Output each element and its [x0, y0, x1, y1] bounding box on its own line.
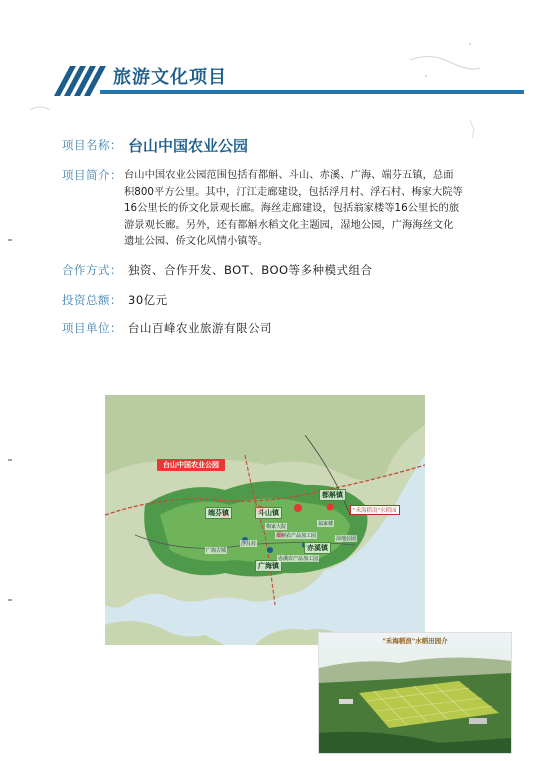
investment-label: 投资总额： — [62, 293, 122, 307]
map-town-duanfen: 端芬镇 — [205, 507, 232, 519]
intro-line: 积800平方公里。其中，汀江走廊建设，包括浮月村、浮石村、梅家大院等 — [124, 185, 463, 198]
unit-value: 台山百峰农业旅游有限公司 — [128, 321, 272, 335]
map-small-label: 梅家大院 — [266, 524, 287, 530]
intro-line: 16公里长的侨文化景观长廊。海丝走廊建设，包括翁家楼等16公里长的旅 — [124, 202, 460, 214]
map-small-label: 广海古城 — [206, 548, 227, 554]
map-tag-rice-park: "禾海稻浪"水稻园 — [350, 505, 400, 515]
unit-row — [62, 320, 272, 336]
photo-caption: "禾海稻浪"水稻田园介 — [382, 637, 448, 645]
unit-label: 项目单位： — [62, 321, 122, 335]
rice-field-graphic — [319, 633, 511, 753]
intro-line: 台山中国农业公园范围包括有都斛、斗山、赤溪、广海、端芬五镇，总面 — [124, 169, 454, 181]
project-intro-row — [62, 167, 512, 250]
cooperation-row — [62, 262, 373, 278]
park-map — [105, 395, 425, 645]
project-name-value: 台山中国农业公园 — [128, 137, 249, 155]
map-park-label: 台山中国农业公园 — [157, 459, 225, 471]
project-intro-label: 项目简介： — [62, 168, 122, 182]
investment-row — [62, 292, 168, 308]
map-small-label: 翁家楼 — [318, 521, 334, 527]
intro-line: 遗址公园、侨文化风情小镇等。 — [124, 235, 269, 247]
project-intro-text — [124, 167, 512, 250]
intro-line: 游景观长廊。另外，还有都斛水稻文化主题园，湿地公园，广海海丝文化 — [124, 218, 454, 231]
investment-value: 30亿元 — [128, 293, 168, 307]
map-town-doushan: 斗山镇 — [255, 507, 282, 519]
map-graphic — [105, 395, 425, 645]
map-town-guanghai: 广海镇 — [255, 560, 282, 572]
map-small-label: 浮月村 — [241, 541, 257, 547]
rice-field-photo — [318, 632, 512, 754]
header-rule — [100, 90, 524, 94]
map-small-label: 都斛农产品加工园 — [276, 533, 317, 539]
project-name-row — [62, 137, 248, 156]
page-title: 旅游文化项目 — [113, 67, 227, 88]
project-name-label: 项目名称： — [62, 138, 122, 152]
cooperation-label: 合作方式： — [62, 263, 122, 277]
map-town-doushu: 都斛镇 — [319, 489, 346, 501]
map-small-label: 湿地公园 — [336, 536, 357, 542]
map-small-label: 赤溪农产品加工园 — [278, 556, 319, 562]
map-town-chixi: 赤溪镇 — [304, 542, 331, 554]
cooperation-value: 独资、合作开发、BOT、BOO等多种模式组合 — [128, 263, 373, 277]
